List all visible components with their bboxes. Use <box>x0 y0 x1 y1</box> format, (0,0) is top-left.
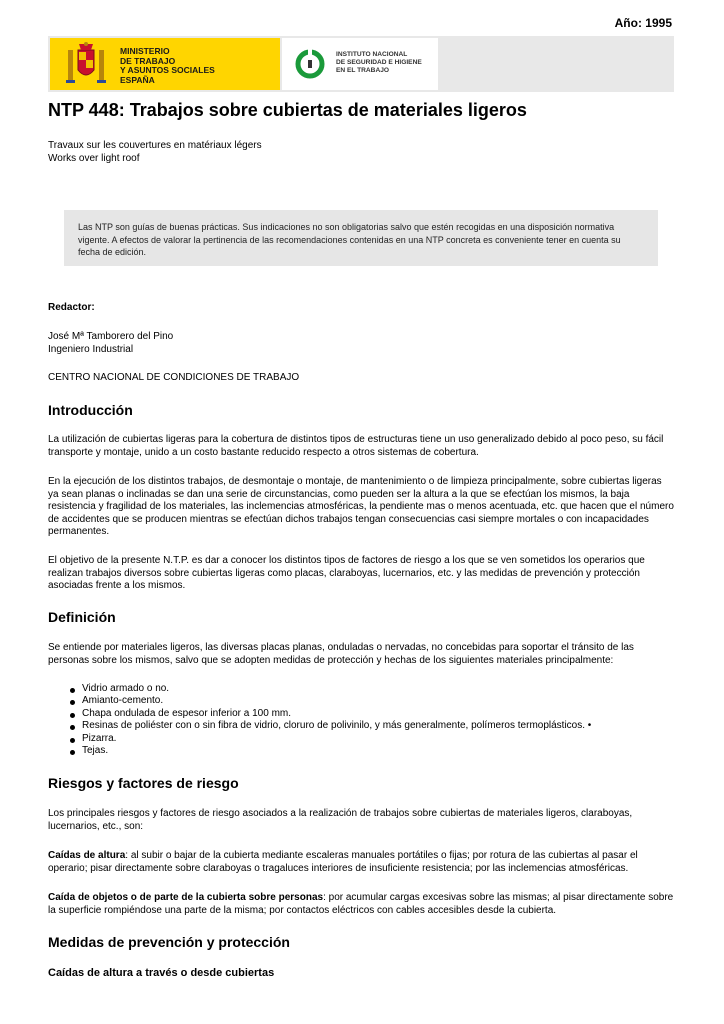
risk-falls-paragraph <box>48 850 674 875</box>
risk-falls-text: : al subir o bajar de la cubierta mediante escaleras manuales portátiles o fijas; por rotura de las cubiertas al pasar el operario; pisar directamente sobre claraboyas o tragaluces interiores de insuficiente resistencia; por las inclemencias atmosféricas. <box>48 850 638 874</box>
section-heading-introduccion: Introducción <box>48 402 133 418</box>
section-heading-medidas: Medidas de prevención y protección <box>48 934 290 950</box>
list-item: Amianto-cemento. <box>70 695 591 707</box>
subtitle-french: Travaux sur les couvertures en matériaux légers <box>48 140 262 151</box>
materials-list <box>70 683 591 757</box>
author-label <box>48 302 95 315</box>
header-banner <box>48 36 674 92</box>
institute-logo <box>282 38 438 90</box>
author-label-text: Redactor: <box>48 302 95 313</box>
year-label: Año: 1995 <box>614 16 672 30</box>
section-heading-riesgos: Riesgos y factores de riesgo <box>48 775 239 791</box>
risk-falls-label: Caídas de altura <box>48 850 126 861</box>
risk-objects-text: : por acumular cargas excesivas sobre las mismas; al pisar directamente sobre la superficie rompiéndose una parte de la misma; por contactos eléctricos con cables accesibles desde la cubierta. <box>48 892 674 916</box>
author-role: Ingeniero Industrial <box>48 343 134 355</box>
notice-text: Las NTP son guías de buenas prácticas. Sus indicaciones no son obligatorias salvo que estén recogidas en una disposición normativa vigente. A efectos de valorar la pertinencia de las recomendaciones contenidas en una NTP concreta es conveniente tener en cuenta su fecha de edición. <box>78 222 621 257</box>
institute-logo-text: INSTITUTO NACIONAL DE SEGURIDAD E HIGIENE EN EL TRABAJO <box>336 51 422 74</box>
ministry-logo-text: MINISTERIO DE TRABAJO Y ASUNTOS SOCIALES ESPAÑA <box>120 46 215 85</box>
list-item: Chapa ondulada de espesor inferior a 100 mm. <box>70 708 591 720</box>
coat-of-arms-icon <box>66 42 106 86</box>
list-item: Tejas. <box>70 745 591 757</box>
author-center: CENTRO NACIONAL DE CONDICIONES DE TRABAJO <box>48 372 300 383</box>
intro-paragraph-1: La utilización de cubiertas ligeras para la cobertura de distintos tipos de estructuras tiene un uso generalizado debido al poco peso, su fácil transporte y montaje, unido a un costo bastante reducido respecto a otros sistemas de cobertura. <box>48 434 664 458</box>
list-item: Pizarra. <box>70 733 591 745</box>
ministry-logo <box>50 38 280 90</box>
risk-objects-label: Caída de objetos o de parte de la cubierta sobre personas <box>48 892 324 903</box>
definition-paragraph: Se entiende por materiales ligeros, las diversas placas planas, onduladas o nervadas, no concebidas para soportar el tránsito de las personas sobre los mismos, salvo que se adopten medidas de protección y hechas de los siguientes materiales principalmente: <box>48 642 634 666</box>
risk-objects-paragraph <box>48 892 674 917</box>
author-name: José Mª Tamborero del Pino <box>48 331 174 342</box>
risks-paragraph: Los principales riesgos y factores de riesgo asociados a la realización de trabajos sobre cubiertas de materiales ligeros, claraboyas, lucernarios, etc., son: <box>48 808 633 832</box>
intro-paragraph-2: En la ejecución de los distintos trabajos, de desmontaje o montaje, de mantenimiento o de limpieza principalmente, sobre cubiertas ligeras ya sean planas o inclinadas se dan una serie de circunstancias, como pueden ser la altura a la que se efectúan los mismos, la baja resistencia y fragilidad de los materiales, las inclemencias atmosféricas, la pendiente mas o menos acentuada, etc. que hacen que el número de accidentes que se producen mientras se efectúan dichos trabajos tengan consecuencias casi siempre mortales o con incapacidades permanentes. <box>48 476 674 537</box>
institute-emblem-icon <box>294 48 326 80</box>
author-info <box>48 331 173 356</box>
ntp-notice-box <box>64 210 658 266</box>
subtitle-english: Works over light roof <box>48 152 140 164</box>
subtitles <box>48 140 262 165</box>
subsection-heading-caidas: Caídas de altura a través o desde cubiertas <box>48 967 275 979</box>
page-title: NTP 448: Trabajos sobre cubiertas de materiales ligeros <box>48 100 527 120</box>
section-heading-definicion: Definición <box>48 609 116 625</box>
list-item: Vidrio armado o no. <box>70 683 591 695</box>
intro-paragraph-3: El objetivo de la presente N.T.P. es dar a conocer los distintos tipos de factores de riesgo a los que se ven sometidos los operarios que realizan trabajos diversos sobre cubiertas ligeras como placas, claraboyas, lucernarios, etc. y las medidas de prevención y protección asociadas frente a los mismos. <box>48 555 645 591</box>
list-item: Resinas de poliéster con o sin fibra de vidrio, cloruro de polivinilo, y más generalmente, polímeros termoplásticos. • <box>70 720 591 732</box>
